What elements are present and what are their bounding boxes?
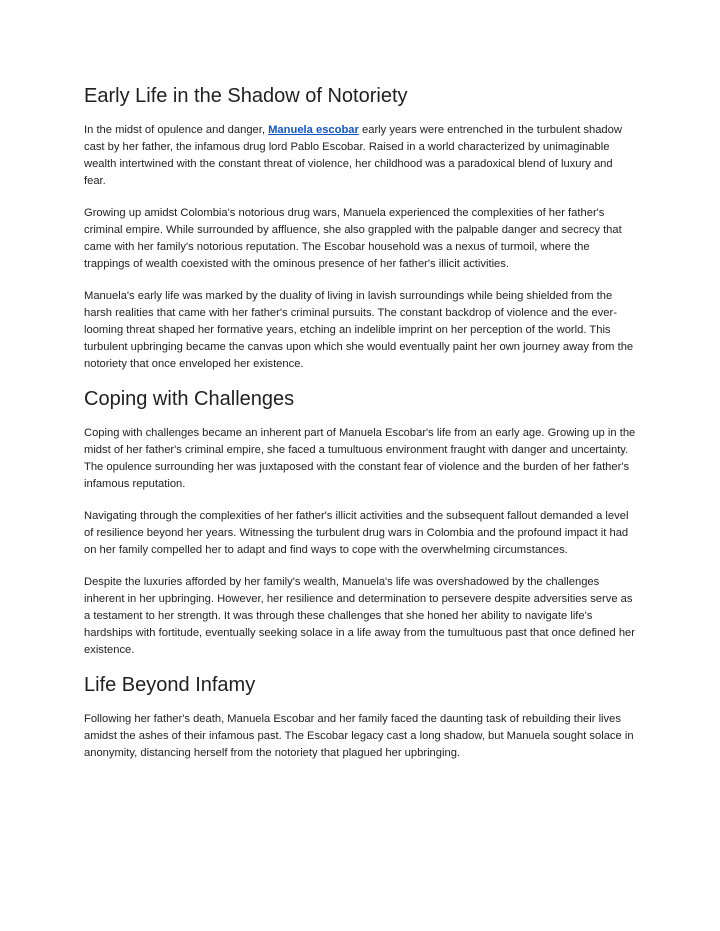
- paragraph: Manuela's early life was marked by the duality of living in lavish surroundings while being shielded from the harsh realities that came with her father's criminal pursuits. The constant backdrop of violence and the ever-looming threat shaped her formative years, etching an indelible imprint on her perception of the world. This turbulent upbringing became the canvas upon which she would eventually paint her own journey away from the notoriety that once enveloped her existence.: [84, 290, 634, 370]
- paragraph: [84, 122, 636, 190]
- section-heading: Early Life in the Shadow of Notoriety: [84, 85, 408, 107]
- paragraph-text: In the midst of opulence and danger,: [84, 124, 269, 136]
- section-early-life: [84, 84, 636, 373]
- paragraph: Coping with challenges became an inherent part of Manuela Escobar's life from an early age. Growing up in the midst of her father's criminal empire, she faced a tumultuous environment fraught with danger and uncertainty. The opulence surrounding her was juxtaposed with the constant fear of violence and the burden of her father's infamous reputation.: [84, 427, 636, 490]
- section-heading: Life Beyond Infamy: [84, 674, 256, 696]
- section-heading: Coping with Challenges: [84, 388, 295, 410]
- paragraph: Despite the luxuries afforded by her family's wealth, Manuela's life was overshadowed by the challenges inherent in her upbringing. However, her resilience and determination to persevere despite adversities serve as a testament to her strength. It was through these challenges that she honed her ability to navigate life's hardships with fortitude, eventually seeking solace in a life away from the tumultuous past that once defined her existence.: [84, 576, 635, 656]
- paragraph: Following her father's death, Manuela Escobar and her family faced the daunting task of rebuilding their lives amidst the ashes of their infamous past. The Escobar legacy cast a long shadow, but Manuela sought solace in anonymity, distancing herself from the notoriety that plagued her upbringing.: [84, 713, 634, 759]
- manuela-escobar-link[interactable]: Manuela escobar: [268, 124, 359, 136]
- paragraph: Navigating through the complexities of her father's illicit activities and the subsequent fallout demanded a level of resilience beyond her years. Witnessing the turbulent drug wars in Colombia and the profound impact it had on her family compelled her to adapt and find ways to cope with the overwhelming circumstances.: [84, 510, 629, 556]
- section-life-beyond: [84, 673, 636, 762]
- paragraph: Growing up amidst Colombia's notorious drug wars, Manuela experienced the complexities of her father's criminal empire. While surrounded by affluence, she also grappled with the palpable danger and secrecy that came with her family's notorious reputation. The Escobar household was a nexus of turmoil, where the trappings of wealth coexisted with the ominous presence of her father's illicit activities.: [84, 207, 622, 270]
- paragraph-text: early years were entrenched in the turbulent shadow cast by her father, the infamous drug lord Pablo Escobar. Raised in a world characterized by unimaginable wealth intertwined with the constant threat of violence, her childhood was a paradoxical blend of luxury and fear.: [84, 124, 622, 187]
- section-coping: [84, 387, 636, 659]
